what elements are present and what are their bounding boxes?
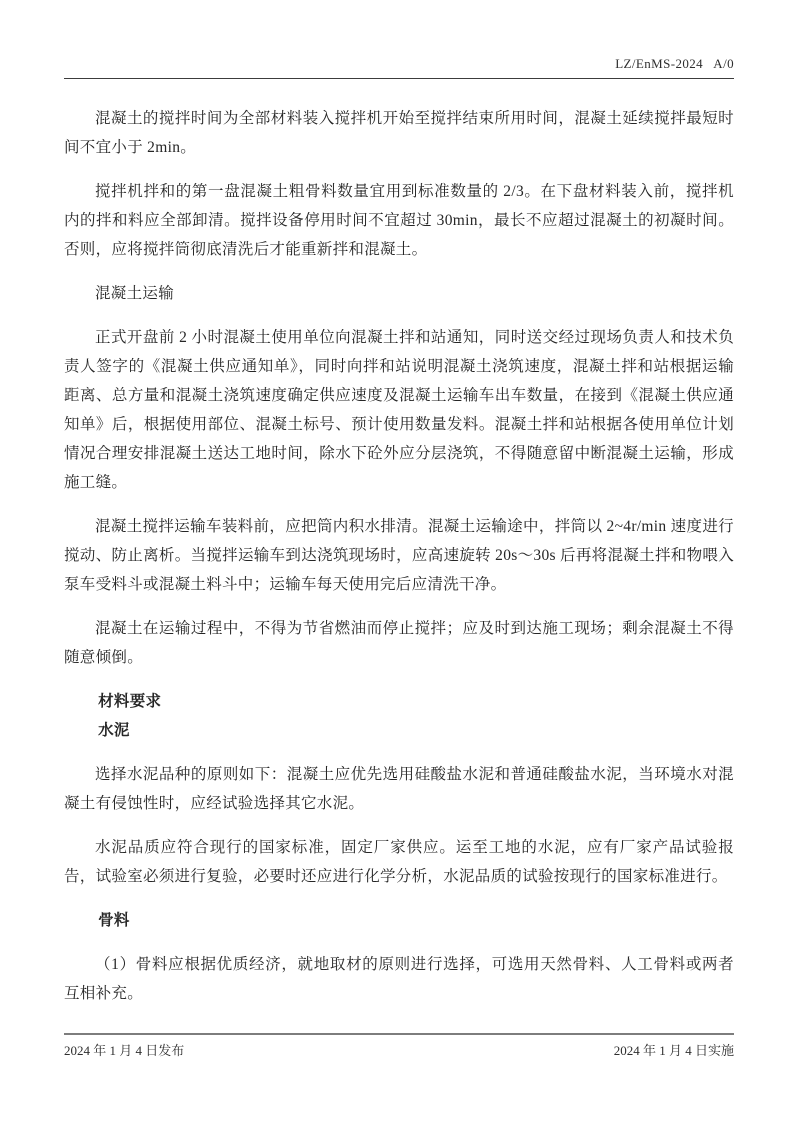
section-heading-concrete-transport: 混凝土运输 xyxy=(95,285,175,302)
document-footer xyxy=(64,1033,734,1059)
paragraph-truck-loading: 混凝土搅拌运输车装料前，应把筒内积水排清。混凝土运输途中，拌筒以 2~4r/min 速度进行搅动、防止离析。当搅拌运输车到达浇筑现场时，应高速旋转 20s～30s 后再将混凝土拌和物喂入泵车受料斗或混凝土料斗中；运输车每天使用完后应清洗干净。 xyxy=(64,518,734,593)
paragraph-cement-selection: 选择水泥品种的原则如下：混凝土应优先选用硅酸盐水泥和普通硅酸盐水泥，当环境水对混凝土有侵蚀性时，应经试验选择其它水泥。 xyxy=(64,766,734,812)
document-body xyxy=(64,104,734,1008)
section-heading-material-requirements: 材料要求 xyxy=(98,693,162,710)
doc-code-header: LZ/EnMS-2024 A/0 xyxy=(615,56,734,71)
paragraph-cement-quality: 水泥品质应符合现行的国家标准，固定厂家供应。运至工地的水泥，应有厂家产品试验报告，试验室必须进行复验，必要时还应进行化学分析，水泥品质的试验按现行的国家标准进行。 xyxy=(64,839,734,885)
paragraph-transport-rules: 混凝土在运输过程中，不得为节省燃油而停止搅拌；应及时到达施工现场；剩余混凝土不得随意倾倒。 xyxy=(64,620,734,666)
paragraph-mixing-time: 混凝土的搅拌时间为全部材料装入搅拌机开始至搅拌结束所用时间，混凝土延续搅拌最短时间不宜小于 2min。 xyxy=(64,110,734,156)
paragraph-supply-notice: 正式开盘前 2 小时混凝土使用单位向混凝土拌和站通知，同时送交经过现场负责人和技术负责人签字的《混凝土供应通知单》，同时向拌和站说明混凝土浇筑速度，混凝土拌和站根据运输距离、总方量和混凝土浇筑速度确定供应速度及混凝土运输车出车数量，在接到《混凝土供应通知单》后，根据使用部位、混凝土标号、预计使用数量发料。混凝土拌和站根据各使用单位计划情况合理安排混凝土送达工地时间，除水下砼外应分层浇筑，不得随意留中断混凝土运输，形成施工缝。 xyxy=(64,329,734,491)
paragraph-aggregate-selection: （1）骨料应根据优质经济，就地取材的原则进行选择，可选用天然骨料、人工骨料或两者互相补充。 xyxy=(64,956,734,1002)
footer-implementation-date: 2024 年 1 月 4 日实施 xyxy=(613,1043,734,1058)
section-heading-aggregate: 骨料 xyxy=(98,912,130,929)
header-rule xyxy=(64,78,734,79)
footer-issue-date: 2024 年 1 月 4 日发布 xyxy=(64,1043,185,1058)
footer-rule xyxy=(64,1033,734,1035)
paragraph-first-batch: 搅拌机拌和的第一盘混凝土粗骨料数量宜用到标准数量的 2/3。在下盘材料装入前，搅拌机内的拌和料应全部卸清。搅拌设备停用时间不宜超过 30min，最长不应超过混凝土的初凝时间。否则，应将搅拌筒彻底清洗后才能重新拌和混凝土。 xyxy=(64,183,734,258)
section-heading-cement: 水泥 xyxy=(98,722,130,739)
